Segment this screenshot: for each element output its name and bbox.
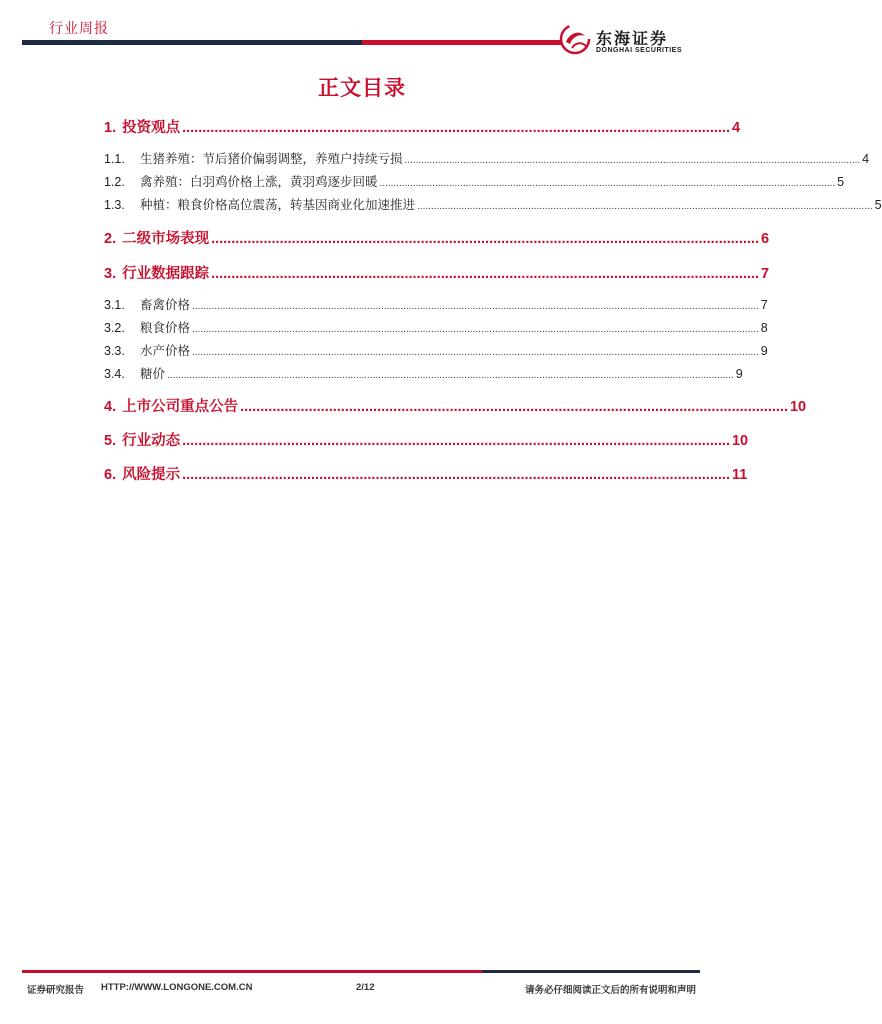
toc-entry-number: 1. [104,120,117,136]
toc-entry-page: 7 [760,266,770,282]
toc-entry-number: 1.2. [104,175,125,189]
logo-name-cn: 东海证券 [596,31,669,48]
toc-entry-page: 5 [837,175,845,189]
header-rule [22,40,362,45]
toc-leader-dots: ........................................................................................................................................ [182,467,730,483]
logo-name-en: DONGHAI SECURITIES [596,47,683,54]
page-footer [0,960,724,1024]
toc-entry-label: 生猪养殖：节后猪价偏弱调整，养殖户持续亏损 [140,152,403,166]
toc-entry-page: 10 [731,433,749,449]
company-logo [558,22,708,58]
toc-entry-3-4[interactable] [104,364,743,382]
toc-entry-label: 上市公司重点公告 [122,399,239,415]
page-header [0,0,724,60]
toc-entry-number: 2. [104,231,117,247]
toc-entry-number: 4. [104,399,117,415]
footer-url-link[interactable]: HTTP://WWW.LONGONE.COM.CN [101,982,253,993]
toc-entry-label: 风险提示 [122,467,181,483]
toc-entry-2[interactable] [104,227,770,248]
toc-entry-number: 3.2. [104,321,125,335]
toc-entry-1-3[interactable] [104,195,882,213]
toc-entry-5[interactable] [104,429,749,450]
dragon-logo-icon [558,22,592,56]
toc-entry-page: 4 [862,152,870,166]
toc-entry-3[interactable] [104,262,770,283]
toc-leader-dots: ........................................................................................................................................ [240,399,788,415]
toc-entry-page: 8 [760,321,768,335]
toc-entry-label: 禽养殖：白羽鸡价格上涨，黄羽鸡逐步回暖 [140,175,378,189]
toc-entry-number: 5. [104,433,117,449]
toc-leader-dots: ............................................................................................................................................................................................................ [167,370,734,381]
report-type-label: 行业周报 [49,20,109,36]
toc-entry-label: 投资观点 [122,120,181,136]
toc-entry-number: 3.3. [104,344,125,358]
header-rule-accent [362,40,562,45]
toc-entry-number: 1.1. [104,152,125,166]
toc-entry-label: 水产价格 [140,344,191,358]
toc-leader-dots: ............................................................................................................................................................................................................ [192,301,759,312]
toc-leader-dots: ............................................................................................................................................................................................................ [192,324,759,335]
toc-entry-label: 行业数据跟踪 [122,266,210,282]
footer-page-indicator: 2/12 [356,982,375,993]
toc-entry-number: 3. [104,266,117,282]
toc-leader-dots: ........................................................................................................................................ [211,231,759,247]
toc-entry-3-1[interactable] [104,295,768,313]
toc-entry-number: 6. [104,467,117,483]
toc-entry-label: 糖价 [140,367,166,381]
toc-leader-dots: .................................................................................................................................................................... [417,201,873,212]
toc-entry-number: 3.1. [104,298,125,312]
toc-entry-1[interactable] [104,116,741,137]
toc-entry-number: 3.4. [104,367,125,381]
toc-leader-dots: .................................................................................................................................................................... [404,155,861,166]
toc-entry-page: 7 [760,298,768,312]
toc-entry-page: 10 [789,399,807,415]
toc-leader-dots: ........................................................................................................................................ [211,266,759,282]
footer-rule-accent [22,970,482,973]
toc-entry-page: 11 [731,467,748,483]
toc-entry-page: 5 [874,198,882,212]
footer-disclaimer: 请务必仔细阅读正文后的所有说明和声明 [524,985,696,996]
toc-entry-4[interactable] [104,395,807,416]
footer-rule [482,970,700,973]
toc-entry-3-2[interactable] [104,318,768,336]
footer-doc-type: 证券研究报告 [27,985,85,996]
toc-entry-1-2[interactable] [104,172,845,190]
toc-entry-3-3[interactable] [104,341,768,359]
toc-entry-number: 1.3. [104,198,125,212]
toc-leader-dots: .................................................................................................................................................................... [379,178,836,189]
toc-entry-label: 畜禽价格 [140,298,191,312]
toc-title: 正文目录 [318,77,406,100]
toc-entry-1-1[interactable] [104,149,870,167]
toc-leader-dots: ........................................................................................................................................ [182,433,730,449]
toc-entry-6[interactable] [104,463,748,484]
toc-leader-dots: ........................................................................................................................................ [182,120,730,136]
toc-entry-page: 9 [760,344,768,358]
toc-entry-label: 种植：粮食价格高位震荡，转基因商业化加速推进 [140,198,416,212]
toc-entry-label: 二级市场表现 [122,231,210,247]
toc-leader-dots: ............................................................................................................................................................................................................ [192,347,759,358]
toc-entry-page: 6 [760,231,770,247]
toc-entry-page: 9 [735,367,743,381]
toc-entry-label: 行业动态 [122,433,181,449]
toc-entry-label: 粮食价格 [140,321,191,335]
toc-entry-page: 4 [731,120,741,136]
